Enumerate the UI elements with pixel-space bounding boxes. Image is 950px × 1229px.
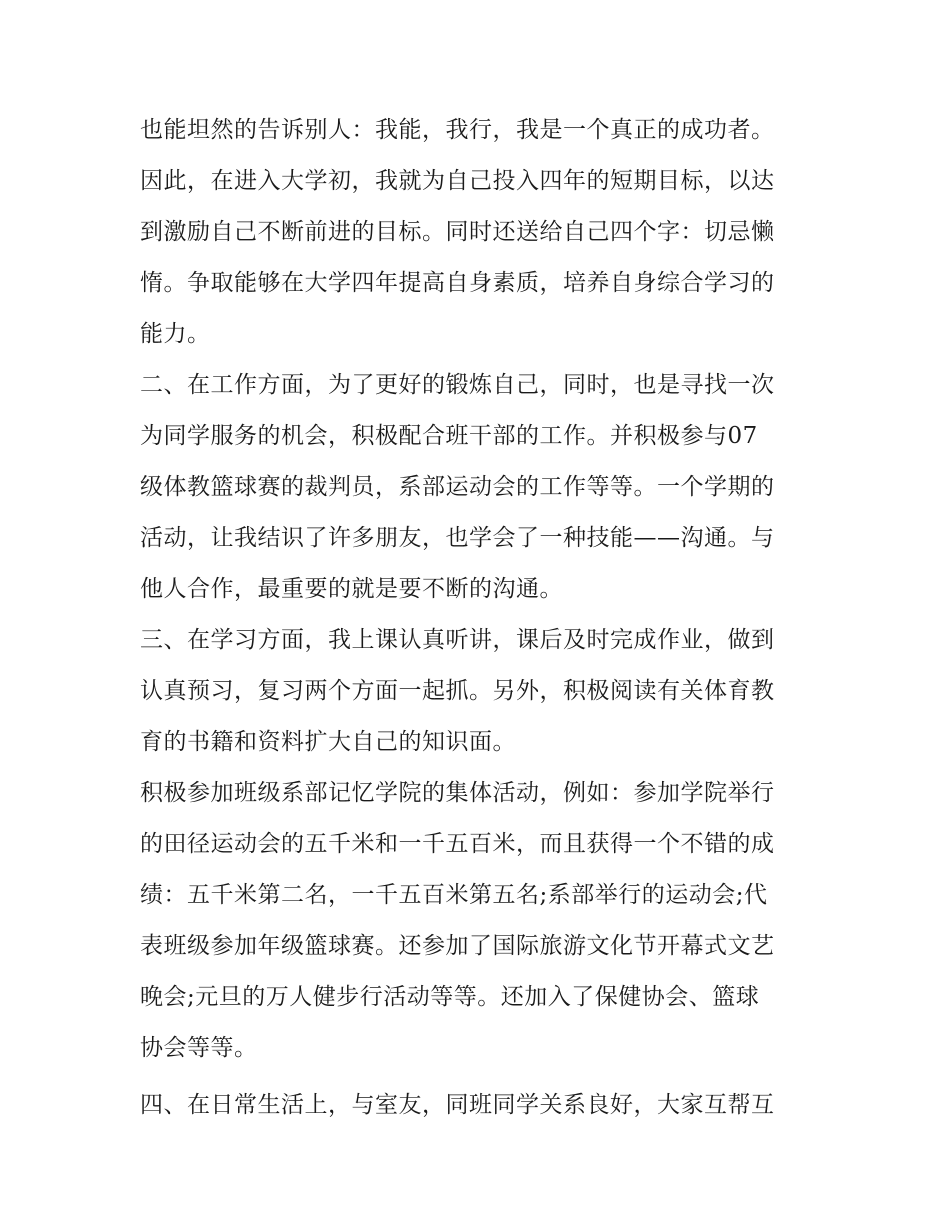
text-line: 育的书籍和资料扩大自己的知识面。 <box>140 729 516 755</box>
text-line: 二、在工作方面，为了更好的锻炼自己，同时，也是寻找一次 <box>140 372 775 398</box>
text-line: 级体教篮球赛的裁判员，系部运动会的工作等等。一个学期的 <box>140 474 775 500</box>
text-line: 四、在日常生活上，与室友，同班同学关系良好，大家互帮互 <box>140 1092 775 1118</box>
text-line: 到激励自己不断前进的目标。同时还送给自己四个字：切忌懒 <box>140 219 775 245</box>
text-line: 认真预习，复习两个方面一起抓。另外，积极阅读有关体育教 <box>140 678 775 704</box>
text-line: 表班级参加年级篮球赛。还参加了国际旅游文化节开幕式文艺 <box>140 933 775 959</box>
text-line: 积极参加班级系部记忆学院的集体活动，例如：参加学院举行 <box>140 780 775 806</box>
text-line: 活动，让我结识了许多朋友，也学会了一种技能——沟通。与 <box>140 525 775 551</box>
text-line: 能力。 <box>140 321 211 347</box>
text-line: 的田径运动会的五千米和一千五百米，而且获得一个不错的成 <box>140 831 775 857</box>
text-line: 也能坦然的告诉别人：我能，我行，我是一个真正的成功者。 <box>140 117 775 143</box>
text-line: 三、在学习方面，我上课认真听讲，课后及时完成作业，做到 <box>140 627 775 653</box>
document-body <box>140 105 820 1131</box>
text-line: 惰。争取能够在大学四年提高自身素质，培养自身综合学习的 <box>140 270 775 296</box>
text-line: 晚会;元旦的万人健步行活动等等。还加入了保健协会、篮球 <box>140 984 760 1010</box>
text-line: 他人合作，最重要的就是要不断的沟通。 <box>140 576 563 602</box>
text-line: 为同学服务的机会，积极配合班干部的工作。并积极参与07 <box>140 423 758 449</box>
text-line: 协会等等。 <box>140 1035 258 1061</box>
text-line: 绩：五千米第二名，一千五百米第五名;系部举行的运动会;代 <box>140 882 768 908</box>
text-line: 因此，在进入大学初，我就为自己投入四年的短期目标，以达 <box>140 168 775 194</box>
